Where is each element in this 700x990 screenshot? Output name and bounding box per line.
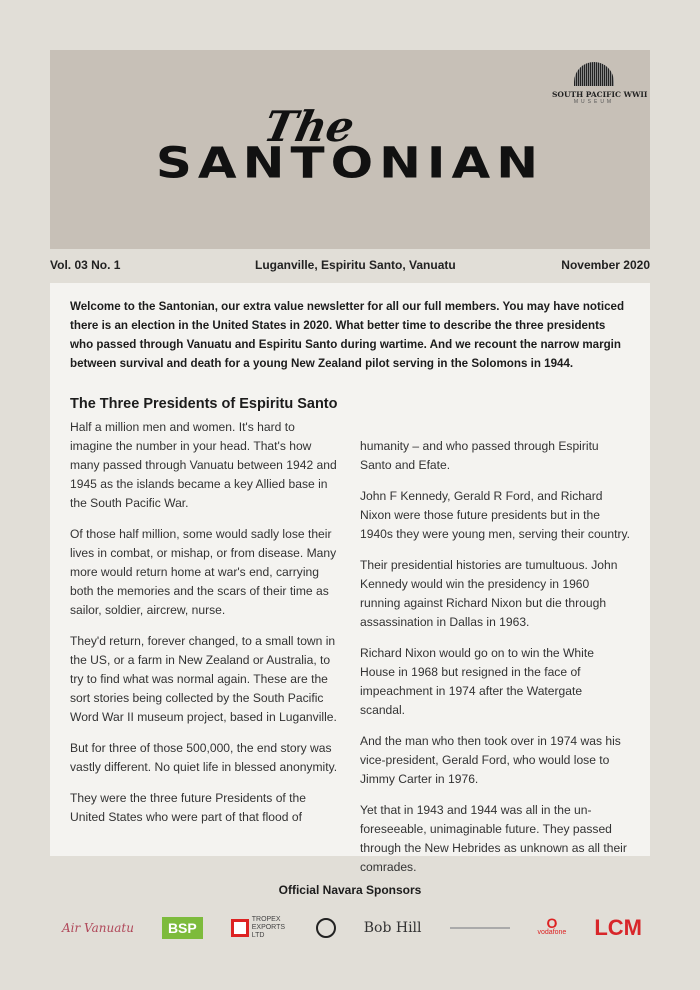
column-left bbox=[70, 418, 340, 889]
content-panel bbox=[50, 283, 650, 874]
paragraph: They'd return, forever changed, to a small town in the US, or a farm in New Zealand or Australia, to try to find what was normal again. These are the sort stories being collected by the South Pacific Word War II museum project, based in Luganville. bbox=[70, 634, 337, 724]
sponsor-logo-badge-icon bbox=[316, 918, 336, 938]
paragraph: And the man who then took over in 1974 was his vice-president, Gerald Ford, who would lose to Jimmy Carter in 1976. bbox=[360, 734, 621, 786]
museum-arc-icon bbox=[574, 62, 614, 86]
sponsor-logo-vodafone bbox=[537, 915, 567, 937]
paragraph: humanity – and who passed through Espiritu Santo and Efate. bbox=[360, 439, 599, 472]
sponsor-logo-faint bbox=[450, 927, 510, 929]
paragraph: John F Kennedy, Gerald R Ford, and Richard Nixon were those future presidents but in the 1940s they were young men, serving their country. bbox=[360, 489, 631, 541]
article-heading: The Three Presidents of Espiritu Santo bbox=[70, 396, 338, 412]
issue-meta bbox=[50, 258, 650, 276]
column-right bbox=[360, 418, 630, 889]
sponsor-logo-bsp: BSP bbox=[162, 917, 203, 939]
volume: Vol. 03 No. 1 bbox=[50, 258, 121, 272]
paragraph: Richard Nixon would go on to win the White House in 1968 but resigned in the face of impeachment in 1974 after the Watergate scandal. bbox=[360, 646, 594, 717]
museum-logo bbox=[552, 62, 648, 105]
sponsor-logos bbox=[62, 914, 642, 942]
paragraph: Their presidential histories are tumultuous. John Kennedy would win the presidency in 1960 running against Richard Nixon but die through assassination in Dallas in 1963. bbox=[360, 558, 618, 629]
museum-name: SOUTH PACIFIC WWII bbox=[552, 90, 648, 99]
vodafone-icon: O bbox=[546, 915, 558, 931]
newsletter-title: SANTONIAN bbox=[155, 138, 545, 188]
paragraph: They were the three future Presidents of the United States who were part of that flood of bbox=[70, 791, 306, 824]
intro: Welcome to the Santonian, our extra value newsletter for all our full members. You may have noticed there is an election in the United States in 2020. What better time to describe the three presidents who passed through Vanuatu and Espiritu Santo during wartime. And we recount the narrow margin between survival and death for a young New Zealand pilot serving in the Solomons in 1944. bbox=[70, 300, 625, 370]
location: Luganville, Espiritu Santo, Vanuatu bbox=[255, 258, 456, 272]
title-the: The bbox=[259, 102, 359, 151]
paragraph: But for three of those 500,000, the end story was vastly different. No quiet life in blessed anonymity. bbox=[70, 741, 338, 774]
tropex-text: TROPEX EXPORTS LTD bbox=[251, 916, 286, 939]
vodafone-text: vodafone bbox=[537, 929, 567, 936]
paragraph: Of those half million, some would sadly lose their lives in combat, or mishap, or from disease. Many more would return home at war's end, carrying both the memories and the scars of their time as sailor, soldier, aircrew, nurse. bbox=[70, 527, 337, 617]
tropex-mark-icon bbox=[231, 919, 249, 937]
masthead bbox=[50, 50, 650, 249]
sponsor-logo-air-vanuatu: Air Vanuatu bbox=[62, 921, 134, 935]
sponsor-logo-bob-hill: Bob Hill bbox=[363, 920, 422, 936]
paragraph: Yet that in 1943 and 1944 was all in the un-foreseeable, unimaginable future. They passed through the New Hebrides as unknown as all their comrades. bbox=[360, 803, 627, 874]
sponsors-title: Official Navara Sponsors bbox=[278, 883, 422, 897]
museum-subtitle: MUSEUM bbox=[573, 99, 615, 105]
paragraph: Half a million men and women. It's hard to imagine the number in your head. That's how many passed through Vanuatu between 1942 and 1945 as the islands became a key Allied base in the South Pacific War. bbox=[70, 420, 337, 510]
sponsor-logo-lcm: LCM bbox=[594, 915, 642, 940]
issue-date: November 2020 bbox=[561, 258, 650, 272]
sponsor-logo-tropex bbox=[231, 916, 288, 940]
